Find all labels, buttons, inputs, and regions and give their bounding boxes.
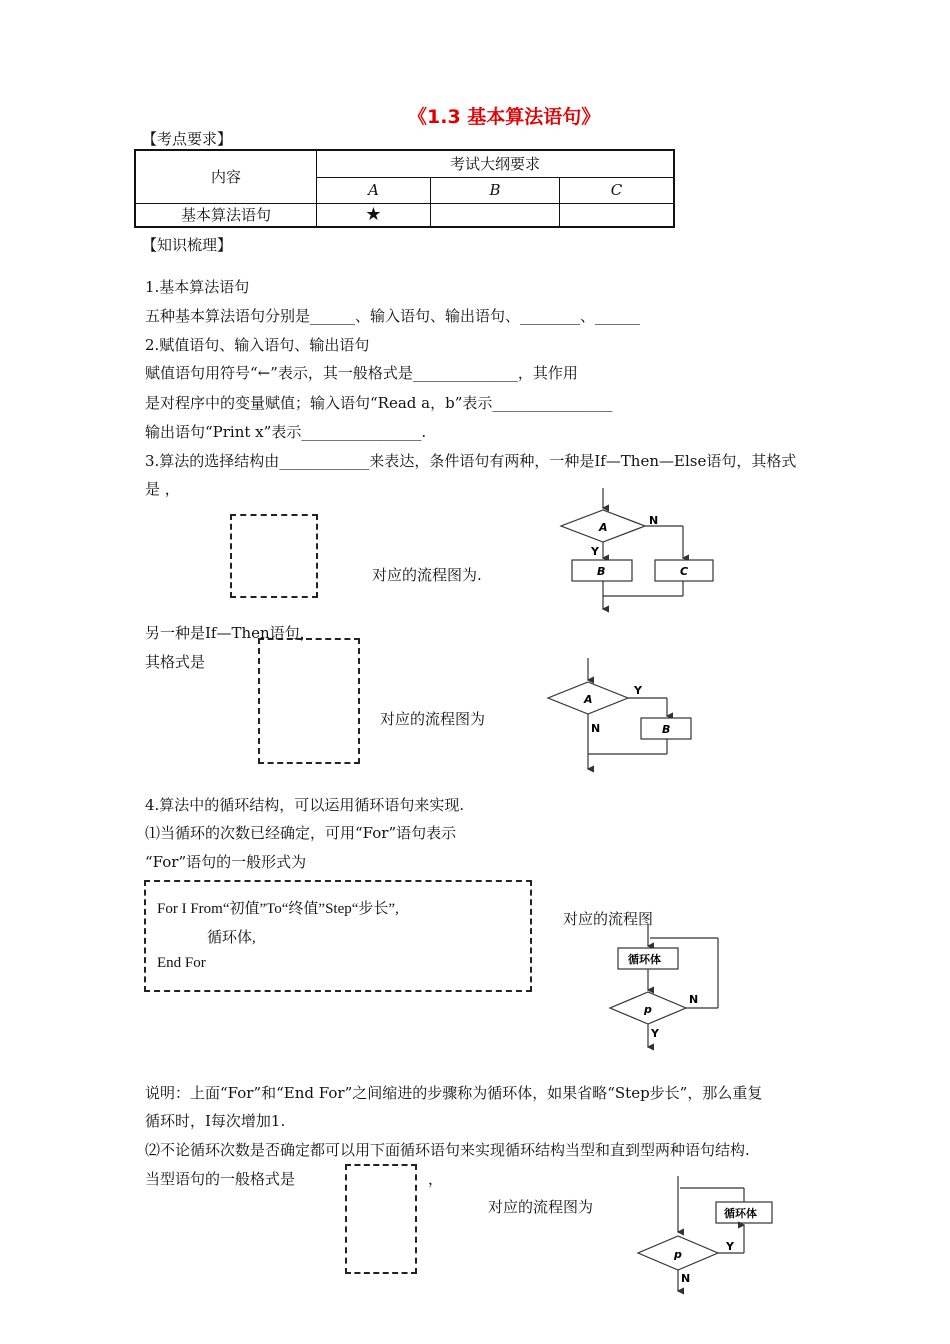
requirements-table xyxy=(134,149,675,228)
section-requirements: 【考点要求】 xyxy=(142,130,233,148)
note-line1: 说明：上面“For”和“End For”之间缩进的步骤称为循环体，如果省略“Step步长”，那么重复 xyxy=(145,1084,763,1102)
level-c: C xyxy=(560,177,675,203)
flowchart-while-loop xyxy=(628,1174,783,1296)
p3-other: 另一种是If—Then语句， xyxy=(145,624,315,642)
n-label: N xyxy=(681,1272,691,1285)
while-comma: ， xyxy=(428,1170,444,1188)
p2-line3: 输出语句“Print x”表示________________. xyxy=(145,423,427,441)
flowchart-if-then xyxy=(543,656,703,774)
p2-line2: 是对程序中的变量赋值；输入语句“Read a，b”表示________________ xyxy=(145,394,613,412)
note-line2: 循环时，I每次增加1. xyxy=(145,1112,286,1130)
section-knowledge: 【知识梳理】 xyxy=(142,236,233,254)
flow-label-3: 对应的流程图 xyxy=(563,910,654,928)
p1-text: 五种基本算法语句分别是______、输入语句、输出语句、________、______ xyxy=(145,307,641,325)
p4-sub2: ⑵不论循环次数是否确定都可以用下面循环语句来实现循环结构当型和直到型两种语句结构. xyxy=(145,1141,750,1159)
n-label: N xyxy=(649,514,659,527)
box-c-label: C xyxy=(680,565,689,578)
row-label: 基本算法语句 xyxy=(135,203,317,227)
flow-label-4: 对应的流程图为 xyxy=(488,1198,594,1216)
flowchart-if-then-else xyxy=(555,486,730,616)
for-line2: 循环体, xyxy=(207,930,256,946)
header-content: 内容 xyxy=(135,150,317,203)
decision-p-label: p xyxy=(644,1003,652,1016)
y-label: Y xyxy=(726,1240,734,1253)
p1-heading: 1.基本算法语句 xyxy=(145,278,250,296)
loop-body-label: 循环体 xyxy=(724,1207,757,1220)
page-title: 《1.3 基本算法语句》 xyxy=(408,106,601,128)
star-mark: ★ xyxy=(317,203,431,227)
decision-p-label: p xyxy=(674,1248,682,1261)
decision-a-label: A xyxy=(584,693,593,706)
flow-label-2: 对应的流程图为 xyxy=(380,710,486,728)
blank-box-if-else xyxy=(230,514,318,598)
y-label: Y xyxy=(634,684,642,697)
n-label: N xyxy=(689,993,699,1006)
decision-a-label: A xyxy=(599,521,608,534)
p3-line2: 是 ， xyxy=(145,480,180,498)
for-line3: End For xyxy=(157,955,206,971)
box-b-label: B xyxy=(662,723,671,736)
p4-while: 当型语句的一般格式是 xyxy=(145,1170,296,1188)
blank-box-while xyxy=(345,1164,417,1274)
flow-label-1: 对应的流程图为. xyxy=(372,566,482,584)
loop-body-label: 循环体 xyxy=(628,953,661,966)
empty-cell-c xyxy=(560,203,675,227)
y-label: Y xyxy=(651,1027,659,1040)
box-b-label: B xyxy=(597,565,606,578)
level-b: B xyxy=(431,177,560,203)
level-a: A xyxy=(317,177,431,203)
blank-box-if-then xyxy=(258,638,360,764)
p4-heading: 4.算法中的循环结构，可以运用循环语句来实现. xyxy=(145,796,465,814)
empty-cell-b xyxy=(431,203,560,227)
p2-line1: 赋值语句用符号“←”表示，其一般格式是______________，其作用 xyxy=(145,364,578,382)
for-line1: For I From“初值”To“终值”Step“步长”, xyxy=(157,901,399,917)
p3-line1: 3.算法的选择结构由____________来表达，条件语句有两种，一种是If—Then—Else语句，其格式 xyxy=(145,452,797,470)
p2-heading: 2.赋值语句、输入语句、输出语句 xyxy=(145,336,370,354)
y-label: Y xyxy=(591,545,599,558)
p4-sub1b: “For”语句的一般形式为 xyxy=(145,853,307,871)
flowchart-for-loop xyxy=(598,924,728,1052)
header-exam: 考试大纲要求 xyxy=(317,150,675,177)
p3-format: 其格式是 xyxy=(145,653,206,671)
p4-sub1: ⑴当循环的次数已经确定，可用“For”语句表示 xyxy=(145,824,457,842)
n-label: N xyxy=(591,722,601,735)
